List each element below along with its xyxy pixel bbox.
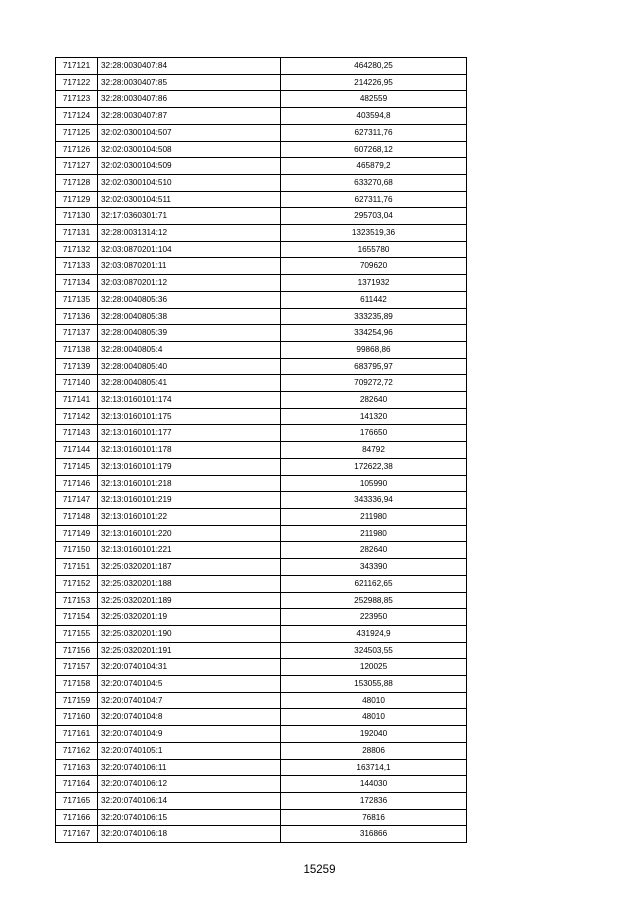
row-number-cell: 717139 xyxy=(56,358,98,375)
table-row xyxy=(56,642,467,659)
cadastral-value-cell: 464280,25 xyxy=(281,58,467,75)
row-number-cell: 717132 xyxy=(56,241,98,258)
cadastral-number-cell: 32:25:0320201:19 xyxy=(98,609,281,626)
cadastral-value-cell: 153055,88 xyxy=(281,676,467,693)
cadastral-number-cell: 32:20:0740106:18 xyxy=(98,826,281,843)
cadastral-value-cell: 627311,76 xyxy=(281,124,467,141)
cadastral-value-cell: 633270,68 xyxy=(281,174,467,191)
row-number-cell: 717138 xyxy=(56,341,98,358)
row-number-cell: 717152 xyxy=(56,575,98,592)
cadastral-number-cell: 32:13:0160101:175 xyxy=(98,408,281,425)
row-number-cell: 717129 xyxy=(56,191,98,208)
table-row xyxy=(56,826,467,843)
table-row xyxy=(56,375,467,392)
row-number-cell: 717136 xyxy=(56,308,98,325)
table-row xyxy=(56,124,467,141)
cadastral-number-cell: 32:20:0740106:14 xyxy=(98,792,281,809)
table-row xyxy=(56,408,467,425)
cadastral-number-cell: 32:13:0160101:177 xyxy=(98,425,281,442)
row-number-cell: 717151 xyxy=(56,559,98,576)
table-row xyxy=(56,592,467,609)
cadastral-value-cell: 144030 xyxy=(281,776,467,793)
row-number-cell: 717128 xyxy=(56,174,98,191)
cadastral-value-cell: 403594,8 xyxy=(281,108,467,125)
cadastral-number-cell: 32:03:0870201:104 xyxy=(98,241,281,258)
table-row xyxy=(56,759,467,776)
row-number-cell: 717131 xyxy=(56,225,98,242)
row-number-cell: 717123 xyxy=(56,91,98,108)
table-row xyxy=(56,475,467,492)
row-number-cell: 717150 xyxy=(56,542,98,559)
table-row xyxy=(56,508,467,525)
cadastral-value-cell: 607268,12 xyxy=(281,141,467,158)
cadastral-number-cell: 32:13:0160101:220 xyxy=(98,525,281,542)
cadastral-value-cell: 334254,96 xyxy=(281,325,467,342)
row-number-cell: 717149 xyxy=(56,525,98,542)
cadastral-value-cell: 176650 xyxy=(281,425,467,442)
row-number-cell: 717160 xyxy=(56,709,98,726)
table-row xyxy=(56,442,467,459)
row-number-cell: 717142 xyxy=(56,408,98,425)
row-number-cell: 717141 xyxy=(56,392,98,409)
table-row xyxy=(56,275,467,292)
table-row xyxy=(56,492,467,509)
cadastral-value-cell: 214226,95 xyxy=(281,74,467,91)
cadastral-number-cell: 32:17:0360301:71 xyxy=(98,208,281,225)
cadastral-value-cell: 465879,2 xyxy=(281,158,467,175)
table-row xyxy=(56,291,467,308)
cadastral-value-cell: 282640 xyxy=(281,392,467,409)
row-number-cell: 717140 xyxy=(56,375,98,392)
row-number-cell: 717146 xyxy=(56,475,98,492)
row-number-cell: 717127 xyxy=(56,158,98,175)
table-row xyxy=(56,575,467,592)
row-number-cell: 717121 xyxy=(56,58,98,75)
row-number-cell: 717144 xyxy=(56,442,98,459)
cadastral-value-cell: 482559 xyxy=(281,91,467,108)
cadastral-number-cell: 32:13:0160101:221 xyxy=(98,542,281,559)
cadastral-number-cell: 32:28:0040805:4 xyxy=(98,341,281,358)
row-number-cell: 717165 xyxy=(56,792,98,809)
cadastral-value-cell: 1323519,36 xyxy=(281,225,467,242)
cadastral-number-cell: 32:02:0300104:509 xyxy=(98,158,281,175)
row-number-cell: 717157 xyxy=(56,659,98,676)
table-row xyxy=(56,425,467,442)
cadastral-number-cell: 32:28:0031314:12 xyxy=(98,225,281,242)
cadastral-value-cell: 282640 xyxy=(281,542,467,559)
cadastral-number-cell: 32:28:0040805:39 xyxy=(98,325,281,342)
cadastral-value-cell: 1655780 xyxy=(281,241,467,258)
table-row xyxy=(56,709,467,726)
cadastral-value-cell: 431924,9 xyxy=(281,625,467,642)
cadastral-number-cell: 32:13:0160101:174 xyxy=(98,392,281,409)
row-number-cell: 717130 xyxy=(56,208,98,225)
table-row xyxy=(56,726,467,743)
cadastral-number-cell: 32:13:0160101:218 xyxy=(98,475,281,492)
table-row xyxy=(56,625,467,642)
cadastral-value-cell: 223950 xyxy=(281,609,467,626)
cadastral-value-cell: 172836 xyxy=(281,792,467,809)
table-row xyxy=(56,341,467,358)
cadastral-value-cell: 28806 xyxy=(281,742,467,759)
table-row xyxy=(56,58,467,75)
row-number-cell: 717135 xyxy=(56,291,98,308)
cadastral-number-cell: 32:28:0040805:41 xyxy=(98,375,281,392)
cadastral-number-cell: 32:02:0300104:508 xyxy=(98,141,281,158)
cadastral-number-cell: 32:03:0870201:12 xyxy=(98,275,281,292)
table-row xyxy=(56,792,467,809)
cadastral-number-cell: 32:28:0030407:85 xyxy=(98,74,281,91)
table-row xyxy=(56,225,467,242)
cadastral-value-cell: 211980 xyxy=(281,508,467,525)
cadastral-value-cell: 295703,04 xyxy=(281,208,467,225)
cadastral-value-cell: 211980 xyxy=(281,525,467,542)
table-row xyxy=(56,258,467,275)
cadastral-value-cell: 324503,55 xyxy=(281,642,467,659)
table-row xyxy=(56,241,467,258)
row-number-cell: 717163 xyxy=(56,759,98,776)
row-number-cell: 717156 xyxy=(56,642,98,659)
cadastral-value-cell: 611442 xyxy=(281,291,467,308)
cadastral-value-cell: 105990 xyxy=(281,475,467,492)
cadastral-value-cell: 627311,76 xyxy=(281,191,467,208)
cadastral-number-cell: 32:20:0740106:15 xyxy=(98,809,281,826)
cadastral-value-cell: 621162,65 xyxy=(281,575,467,592)
row-number-cell: 717145 xyxy=(56,458,98,475)
table-row xyxy=(56,74,467,91)
cadastral-number-cell: 32:28:0040805:40 xyxy=(98,358,281,375)
row-number-cell: 717122 xyxy=(56,74,98,91)
cadastral-number-cell: 32:13:0160101:179 xyxy=(98,458,281,475)
cadastral-number-cell: 32:28:0030407:86 xyxy=(98,91,281,108)
table-body xyxy=(56,58,467,843)
row-number-cell: 717155 xyxy=(56,625,98,642)
row-number-cell: 717154 xyxy=(56,609,98,626)
cadastral-value-cell: 333235,89 xyxy=(281,308,467,325)
cadastral-number-cell: 32:20:0740104:8 xyxy=(98,709,281,726)
cadastral-number-cell: 32:02:0300104:511 xyxy=(98,191,281,208)
cadastral-value-cell: 172622,38 xyxy=(281,458,467,475)
cadastral-number-cell: 32:20:0740106:12 xyxy=(98,776,281,793)
table-row xyxy=(56,609,467,626)
cadastral-value-table xyxy=(55,57,467,843)
cadastral-value-cell: 252988,85 xyxy=(281,592,467,609)
row-number-cell: 717143 xyxy=(56,425,98,442)
cadastral-number-cell: 32:28:0040805:36 xyxy=(98,291,281,308)
table-row xyxy=(56,659,467,676)
row-number-cell: 717134 xyxy=(56,275,98,292)
cadastral-number-cell: 32:20:0740106:11 xyxy=(98,759,281,776)
cadastral-number-cell: 32:02:0300104:510 xyxy=(98,174,281,191)
cadastral-value-cell: 343336,94 xyxy=(281,492,467,509)
cadastral-number-cell: 32:25:0320201:190 xyxy=(98,625,281,642)
table-row xyxy=(56,742,467,759)
table-row xyxy=(56,676,467,693)
cadastral-number-cell: 32:20:0740104:9 xyxy=(98,726,281,743)
cadastral-number-cell: 32:25:0320201:187 xyxy=(98,559,281,576)
table-row xyxy=(56,692,467,709)
table-row xyxy=(56,776,467,793)
cadastral-number-cell: 32:25:0320201:188 xyxy=(98,575,281,592)
page-number: 15259 xyxy=(303,864,336,876)
cadastral-value-cell: 141320 xyxy=(281,408,467,425)
cadastral-value-cell: 709272,72 xyxy=(281,375,467,392)
row-number-cell: 717125 xyxy=(56,124,98,141)
cadastral-number-cell: 32:20:0740104:31 xyxy=(98,659,281,676)
row-number-cell: 717126 xyxy=(56,141,98,158)
cadastral-number-cell: 32:13:0160101:22 xyxy=(98,508,281,525)
table-row xyxy=(56,392,467,409)
table-row xyxy=(56,191,467,208)
table-row xyxy=(56,174,467,191)
cadastral-number-cell: 32:28:0030407:87 xyxy=(98,108,281,125)
row-number-cell: 717166 xyxy=(56,809,98,826)
cadastral-value-cell: 316866 xyxy=(281,826,467,843)
table-row xyxy=(56,141,467,158)
cadastral-number-cell: 32:20:0740105:1 xyxy=(98,742,281,759)
row-number-cell: 717124 xyxy=(56,108,98,125)
cadastral-value-cell: 163714,1 xyxy=(281,759,467,776)
cadastral-number-cell: 32:20:0740104:7 xyxy=(98,692,281,709)
row-number-cell: 717164 xyxy=(56,776,98,793)
cadastral-number-cell: 32:13:0160101:178 xyxy=(98,442,281,459)
cadastral-value-cell: 48010 xyxy=(281,692,467,709)
table-row xyxy=(56,525,467,542)
table-row xyxy=(56,308,467,325)
cadastral-value-cell: 48010 xyxy=(281,709,467,726)
cadastral-value-cell: 192040 xyxy=(281,726,467,743)
cadastral-number-cell: 32:28:0030407:84 xyxy=(98,58,281,75)
table-row xyxy=(56,208,467,225)
table-row xyxy=(56,542,467,559)
cadastral-number-cell: 32:25:0320201:189 xyxy=(98,592,281,609)
cadastral-number-cell: 32:20:0740104:5 xyxy=(98,676,281,693)
cadastral-number-cell: 32:02:0300104:507 xyxy=(98,124,281,141)
cadastral-value-cell: 709620 xyxy=(281,258,467,275)
cadastral-number-cell: 32:28:0040805:38 xyxy=(98,308,281,325)
cadastral-number-cell: 32:03:0870201:11 xyxy=(98,258,281,275)
table-row xyxy=(56,809,467,826)
row-number-cell: 717159 xyxy=(56,692,98,709)
cadastral-number-cell: 32:25:0320201:191 xyxy=(98,642,281,659)
table-row xyxy=(56,358,467,375)
cadastral-value-cell: 683795,97 xyxy=(281,358,467,375)
cadastral-value-cell: 343390 xyxy=(281,559,467,576)
table-row xyxy=(56,559,467,576)
table-row xyxy=(56,108,467,125)
table-row xyxy=(56,325,467,342)
table-row xyxy=(56,158,467,175)
table-row xyxy=(56,458,467,475)
row-number-cell: 717137 xyxy=(56,325,98,342)
cadastral-value-cell: 99868,86 xyxy=(281,341,467,358)
row-number-cell: 717158 xyxy=(56,676,98,693)
cadastral-value-cell: 84792 xyxy=(281,442,467,459)
row-number-cell: 717147 xyxy=(56,492,98,509)
row-number-cell: 717162 xyxy=(56,742,98,759)
row-number-cell: 717167 xyxy=(56,826,98,843)
cadastral-value-cell: 1371932 xyxy=(281,275,467,292)
row-number-cell: 717133 xyxy=(56,258,98,275)
row-number-cell: 717148 xyxy=(56,508,98,525)
cadastral-number-cell: 32:13:0160101:219 xyxy=(98,492,281,509)
cadastral-value-cell: 120025 xyxy=(281,659,467,676)
cadastral-value-cell: 76816 xyxy=(281,809,467,826)
table-row xyxy=(56,91,467,108)
row-number-cell: 717161 xyxy=(56,726,98,743)
row-number-cell: 717153 xyxy=(56,592,98,609)
